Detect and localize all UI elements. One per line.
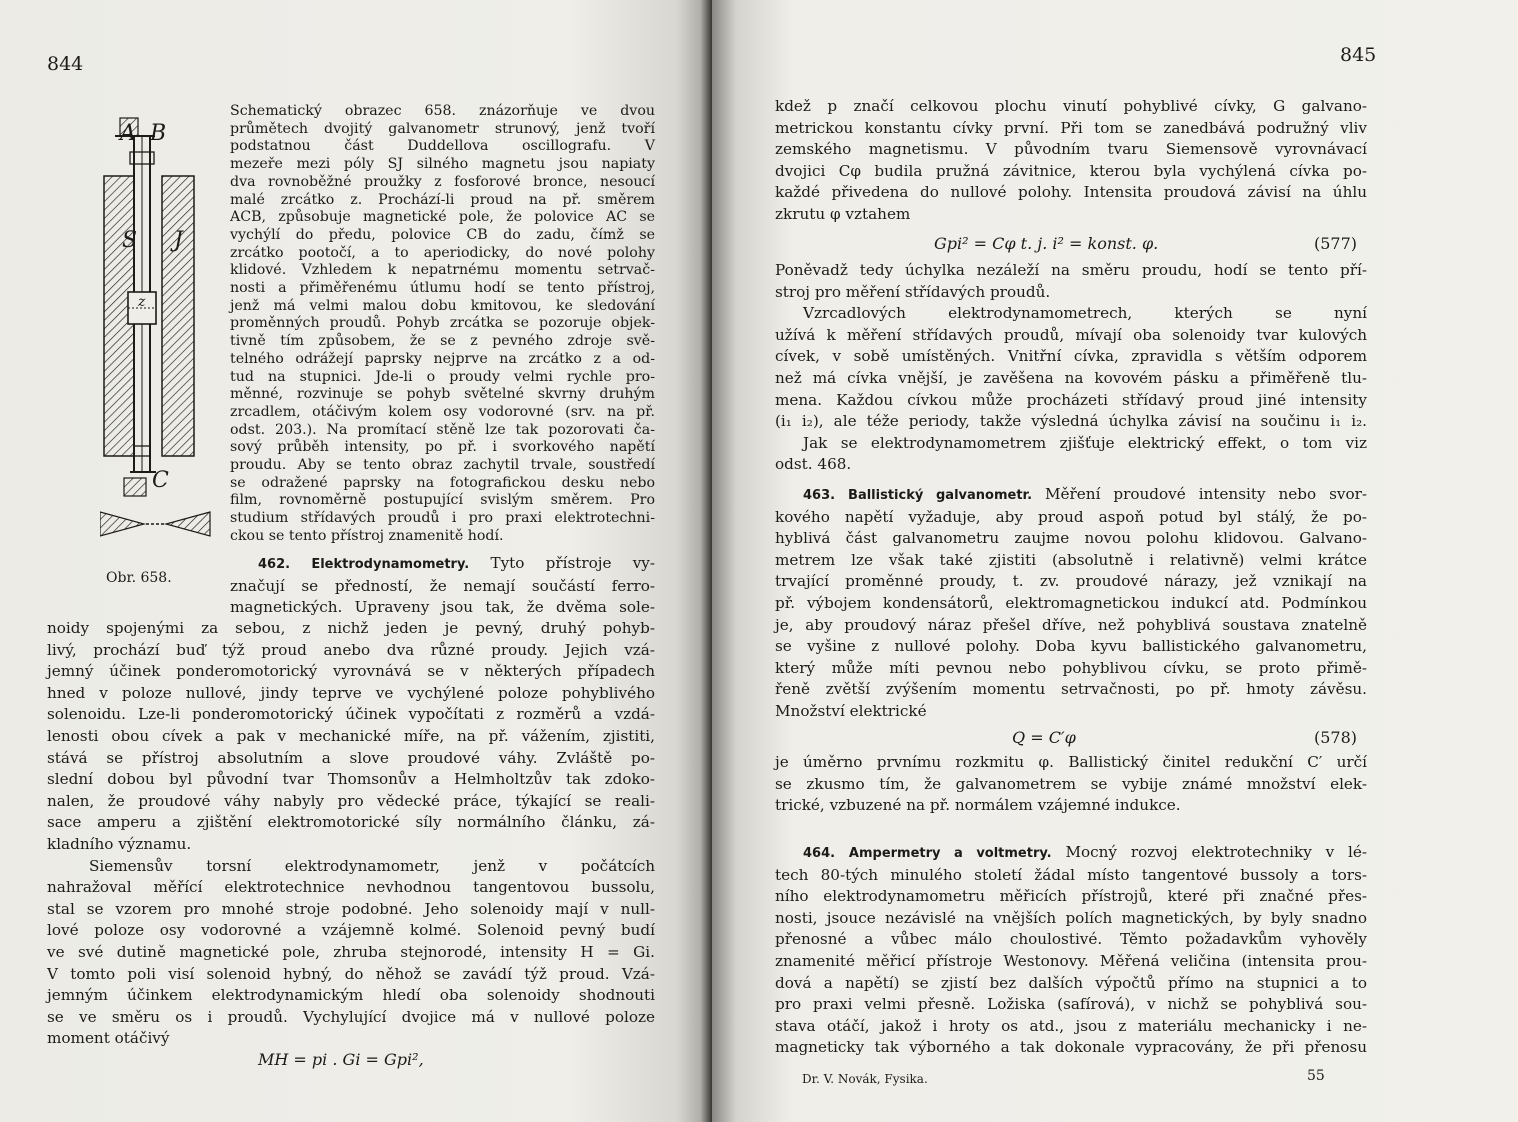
text-line: ckou se tento přístroj znamenitě hodí.: [230, 527, 504, 544]
text-line: je úměrno prvnímu rozkmitu φ. Ballistický činitel redukční C′ určí: [775, 753, 1367, 771]
text-line: moment otáčivý: [47, 1029, 170, 1048]
text-line: př. výbojem kondensátorů, elektromagnetickou indukcí atd. Podmínkou: [775, 593, 1367, 612]
figure-label-s: S: [122, 228, 138, 253]
text-line: jemný účinek ponderomotorický vyrovnává se v některých případech: [47, 662, 655, 681]
footer-author: Dr. V. Novák, Fysika.: [802, 1072, 928, 1086]
text-line: dová a napětí) se zjistí bez dalších výpočtů přímo na stupnici a to: [775, 973, 1367, 992]
section-title: Elektrodynamometry.: [311, 557, 470, 572]
section-heading-line: [775, 842, 1367, 865]
text-line: metrickou konstantu cívky první. Při tom se zanedbává podružný vliv: [775, 118, 1367, 137]
text-line: ACB, způsobuje magnetické pole, že polovice AC se: [230, 209, 655, 226]
text-line: dvojici Cφ budila pružná závitnice, kterou byla vychýlená cívka po-: [775, 161, 1367, 180]
text-line: zrcadlem, otáčivým kolem osy vodorovné (srv. na př.: [230, 403, 655, 420]
text-line: nosti a přiměřenému útlumu hodí se tento přístroj,: [230, 280, 655, 297]
text-line: značují se předností, že nemají součástí ferro-: [230, 576, 655, 595]
text-line: Jak se elektrodynamometrem zjišťuje elektrický effekt, o tom viz: [803, 433, 1367, 452]
text-line: trické, vzbuzené na př. normálem vzájemné indukce.: [775, 796, 1181, 815]
section-463-end: [775, 752, 1367, 817]
figure-label-z: z: [138, 294, 146, 310]
section-462-body: [47, 618, 655, 1050]
text-line: průmětech dvojitý galvanometr strunový, jenž tvoří: [230, 120, 655, 137]
text-line: sový průběh intensity, po př. i svorkového napětí: [230, 439, 655, 456]
text-line: nahražoval měřící elektrotechnice nevhodnou tangentovou bussolu,: [47, 878, 655, 897]
text-line: měnné, rozvinuje se pohyb světelné skvrny druhým: [230, 386, 655, 403]
text-line: noidy spojenými za sebou, z nichž jeden je pevný, druhý pohyb-: [47, 619, 655, 637]
text-line: ve své dutině magnetické pole, zhruba stejnorodé, intensity H = Gi.: [47, 942, 655, 961]
text-line: se odražené paprsky na fotografickou desku nebo: [230, 474, 655, 491]
figure-label-b: B: [150, 121, 167, 146]
equation-number: (578): [1314, 728, 1358, 747]
left-page: [0, 0, 712, 1122]
text-line: který může míti pevnou nebo pohyblivou cívku, se proto přimě-: [775, 658, 1367, 677]
figure-label-a: A: [120, 121, 136, 146]
text-line: hned v poloze nullové, jindy teprve ve vychýlené poloze pohyblivého: [47, 683, 655, 702]
text-line: se ve směru os i proudů. Vychylující dvojice má v nullové poloze: [47, 1007, 655, 1026]
equation-mh: MH = pi . Gi = Gpi²,: [258, 1050, 424, 1069]
text-line: se vyšine z nullové polohy. Doba kyvu ballistického galvanometru,: [775, 637, 1367, 656]
section-heading-line: [230, 553, 655, 576]
text-line: kladního významu.: [47, 834, 192, 853]
text-line: stává se přístroj absolutním a slove proudové váhy. Zvláště po-: [47, 748, 655, 767]
section-heading-line: [775, 484, 1367, 507]
text-line: Tyto přístroje vy-: [490, 554, 656, 572]
text-line: magnetických. Upraveny jsou tak, že dvěma sole-: [230, 598, 655, 617]
text-line: se zkusmo tím, že galvanometrem se vybije známé množství elek-: [775, 774, 1367, 793]
text-line: vychýlí do předu, polovice CB do zadu, čímž se: [230, 226, 655, 243]
text-line: kdež p značí celkovou plochu vinutí pohyblivé cívky, G galvano-: [775, 97, 1367, 115]
figure-caption: Obr. 658.: [106, 570, 172, 586]
figure-description: [230, 103, 655, 546]
text-line: zrcátko pootočí, a to aperiodicky, do nové polohy: [230, 244, 655, 261]
right-page: [712, 0, 1518, 1122]
text-line: cívek, v sobě umístěných. Vnitřní cívka, zpravidla s větším odporem: [775, 347, 1367, 366]
text-line: nosti, jsouce nezávislé na vnějších polích magnetických, by byly snadno: [775, 908, 1367, 927]
text-line: telného odrážejí paprsky nejprve na zrcátko z a od-: [230, 350, 655, 367]
text-line: proudu. Aby se tento obraz zachytil trvale, soustředí: [230, 457, 655, 474]
section-462-intro: [230, 553, 655, 619]
text-line: Poněvadž tedy úchylka nezáleží na směru proudu, hodí se tento pří-: [775, 261, 1367, 279]
text-line: film, rovnoměrně postupující svislým směrem. Pro: [230, 492, 655, 509]
text-line: solenoidu. Lze-li ponderomotorický účinek vypočítati z rozměrů a vzdá-: [47, 705, 655, 724]
footer-signature: 55: [1307, 1068, 1325, 1084]
right-intro: [775, 96, 1367, 226]
text-line: stal se vzorem pro mnohé stroje podobné. Jeho solenoidy mají v null-: [47, 899, 655, 918]
page-number: 845: [1340, 44, 1377, 66]
text-line: slední dobou byl původní tvar Thomsonův a Helmholtzův tak zdoko-: [47, 770, 655, 789]
text-line: odst. 203.). Na promítací stěně lze tak pozorovati ča-: [230, 421, 655, 438]
text-line: tud na stupnici. Jde-li o proudy velmi rychle pro-: [230, 368, 655, 385]
text-line: tivně tím způsobem, že se z pevného zdroje svě-: [230, 333, 655, 350]
text-line: než má cívka vnější, je zavěšena na kovovém pásku a přiměřeně tlu-: [775, 368, 1367, 387]
text-line: odst. 468.: [775, 455, 852, 474]
text-line: hyblivá část galvanometru zaujme novou polohu klidovou. Galvano-: [775, 529, 1367, 548]
text-line: dva rovnoběžné proužky z fosforové bronce, nesoucí: [230, 173, 655, 190]
text-line: Množství elektrické: [775, 701, 927, 720]
text-line: livý, prochází buď týž proud anebo dva různé proudy. Jejich vzá-: [47, 640, 655, 659]
text-line: podstatnou část Duddellova oscillografu. V: [230, 138, 655, 155]
text-line: řeně zvětší zvýšením momentu setrvačnosti, po př. hmoty závěsu.: [775, 680, 1367, 699]
text-line: metrem lze však také zjistiti (absolutně i relativně) velmi krátce: [775, 550, 1367, 569]
text-line: znamenité měřicí přístroje Westonovy. Měřená veličina (intensita prou-: [775, 951, 1367, 970]
text-line: kového napětí vyžaduje, aby proud aspoň potud byl stálý, že po-: [775, 507, 1367, 526]
text-line: nalen, že proudové váhy nabyly pro vědecké práce, týkající se reali-: [47, 791, 655, 810]
section-464: [775, 842, 1367, 1059]
text-line: sace amperu a zjištění elektromotorické síly normálního článku, zá-: [47, 813, 655, 832]
page-number: 844: [47, 53, 84, 75]
text-line: Schematický obrazec 658. znázorňuje ve dvou: [230, 103, 655, 119]
text-line: Mocný rozvoj elektrotechniky v lé-: [1065, 843, 1368, 861]
equation-578: Q = C′φ: [1012, 728, 1076, 747]
section-number: 464.: [803, 846, 836, 861]
text-line: trvající proměnné proudy, t. zv. proudové nárazy, jež vznikají na: [775, 572, 1367, 591]
text-line: V tomto poli visí solenoid hybný, do něhož se zavádí týž proud. Vzá-: [47, 964, 655, 983]
equation-number: (577): [1314, 234, 1358, 253]
section-title: Ballistický galvanometr.: [848, 488, 1033, 503]
text-line: mezeře mezi póly SJ silného magnetu jsou napiaty: [230, 156, 655, 173]
text-line: ního elektrodynamometru měřicích přístrojů, které při značné přes-: [775, 887, 1367, 906]
text-line: tech 80-tých minulého století žádal místo tangentové bussoly a tors-: [775, 865, 1367, 884]
text-line: klidové. Vzhledem k nepatrnému momentu setrvač-: [230, 262, 655, 279]
text-line: lové poloze osy vodorovné a vzájemně kolmé. Solenoid pevný budí: [47, 921, 655, 940]
text-line: užívá k měření střídavých proudů, mívají oba solenoidy tvar kulových: [775, 325, 1367, 344]
text-line: studium střídavých proudů i pro praxi elektrotechni-: [230, 510, 655, 527]
text-line: (i₁ i₂), ale téže periody, takže výsledná úchylka závisí na součinu i₁ i₂.: [775, 412, 1367, 431]
text-line: lenosti obou cívek a pak v mechanické míře, na př. vážením, zjistiti,: [47, 726, 655, 745]
text-line: Vzrcadlových elektrodynamometrech, kterých se nyní: [803, 304, 1367, 323]
text-line: mena. Každou cívkou může procházeti střídavý proud jiné intensity: [775, 390, 1367, 409]
text-line: malé zrcátko z. Prochází-li proud na př. směrem: [230, 191, 655, 208]
text-line: jenž má velmi malou dobu kmitovou, ke sledování: [230, 297, 655, 314]
figure-label-j: J: [174, 228, 183, 253]
text-line: stroj pro měření střídavých proudů.: [775, 282, 1051, 301]
text-line: jemným účinkem elektrodynamickým hledí oba solenoidy shodnouti: [47, 986, 655, 1005]
text-line: každé přivedena do nullové polohy. Intensita proudová závisí na úhlu: [775, 183, 1367, 202]
section-title: Ampermetry a voltmetry.: [848, 846, 1052, 861]
text-line: magneticky tak výborného a tak dokonale vypracovány, že při přenosu: [775, 1038, 1367, 1057]
text-line: proměnných proudů. Pohyb zrcátka se pozoruje objek-: [230, 315, 655, 332]
section-number: 463.: [803, 488, 836, 503]
text-line: zkrutu φ vztahem: [775, 204, 911, 223]
figure-label-c: C: [152, 468, 169, 493]
section-number: 462.: [258, 557, 291, 572]
right-body-1: [775, 260, 1367, 476]
section-463: [775, 484, 1367, 723]
text-line: Měření proudové intensity nebo svor-: [1045, 485, 1368, 503]
text-line: přenosné a vůbec málo choulostivé. Těmto požadavkům vyhověly: [775, 930, 1367, 949]
text-line: je, aby proudový náraz přešel dříve, než pohyblivá soustava znatelně: [775, 615, 1367, 634]
equation-577: Gpi² = Cφ t. j. i² = konst. φ.: [934, 234, 1159, 253]
text-line: zemského magnetismu. V původním tvaru Siemensově vyrovnávací: [775, 140, 1367, 159]
text-line: Siemensův torsní elektrodynamometr, jenž v počátcích: [89, 856, 655, 875]
text-line: stava otáčí, jakož i hroty os atd., jsou z materiálu mechanicky i ne-: [775, 1016, 1367, 1035]
text-line: pro praxi velmi přesně. Ložiska (safírová), v nichž se pohyblivá sou-: [775, 995, 1367, 1014]
